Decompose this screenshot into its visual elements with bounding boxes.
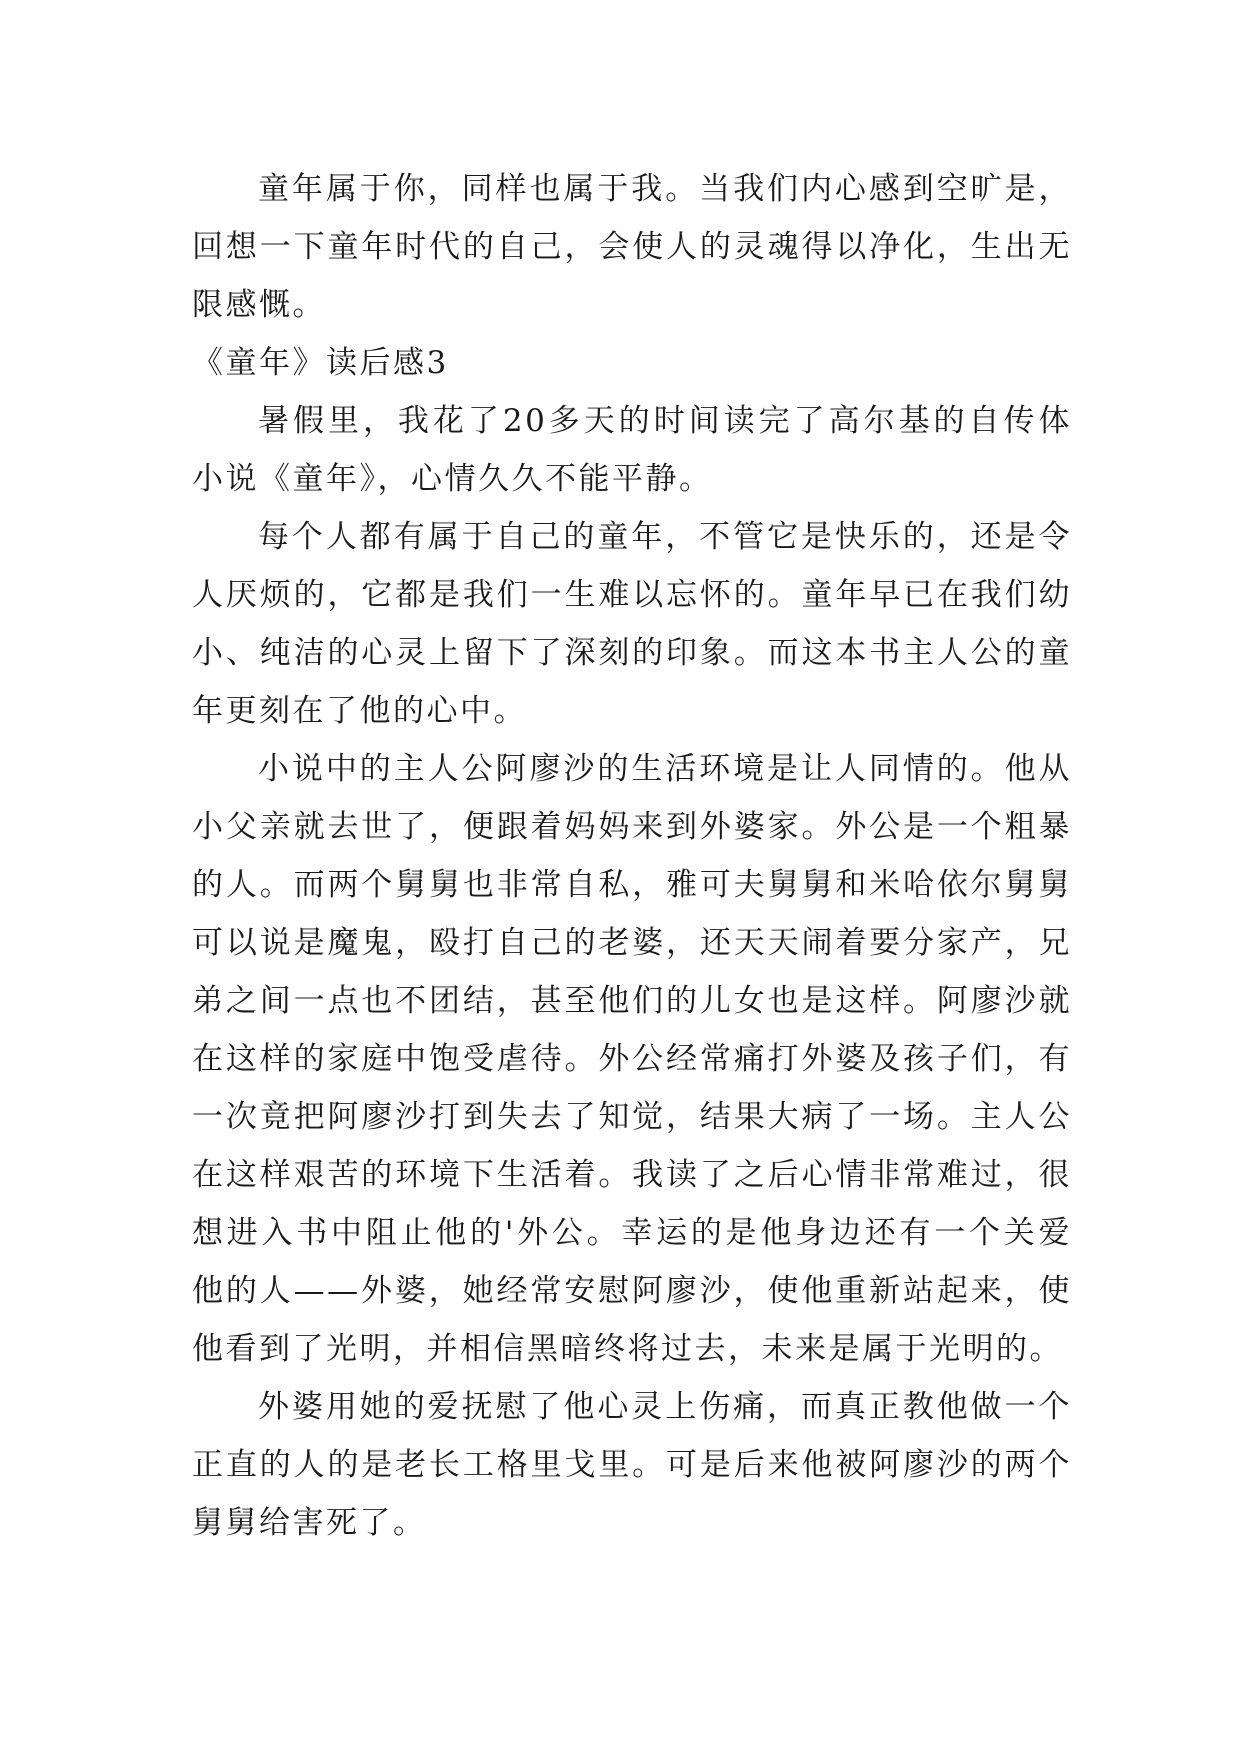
paragraph-grandmother-love: 外婆用她的爱抚慰了他心灵上伤痛，而真正教他做一个正直的人的是老长工格里戈里。可是后来他被阿廖沙的两个舅舅给害死了。 <box>192 1389 1072 1541</box>
section-heading: 《童年》读后感3 <box>192 345 449 381</box>
document-body <box>192 160 1072 1552</box>
paragraph-everyone-childhood: 每个人都有属于自己的童年，不管它是快乐的，还是令人厌烦的，它都是我们一生难以忘怀的。童年早已在我们幼小、纯洁的心灵上留下了深刻的印象。而这本书主人公的童年更刻在了他的心中。 <box>192 519 1072 729</box>
paragraph-summer-reading: 暑假里，我花了20多天的时间读完了高尔基的自传体小说《童年》，心情久久不能平静。 <box>192 403 1072 497</box>
paragraph-protagonist-life: 小说中的主人公阿廖沙的生活环境是让人同情的。他从小父亲就去世了，便跟着妈妈来到外婆家。外公是一个粗暴的人。而两个舅舅也非常自私，雅可夫舅舅和米哈依尔舅舅可以说是魔鬼，殴打自己的老婆，还天天闹着要分家产，兄弟之间一点也不团结，甚至他们的儿女也是这样。阿廖沙就在这样的家庭中饱受虐待。外公经常痛打外婆及孩子们，有一次竟把阿廖沙打到失去了知觉，结果大病了一场。主人公在这样艰苦的环境下生活着。我读了之后心情非常难过，很想进入书中阻止他的'外公。幸运的是他身边还有一个关爱他的人——外婆，她经常安慰阿廖沙，使他重新站起来，使他看到了光明，并相信黑暗终将过去，未来是属于光明的。 <box>192 751 1072 1367</box>
paragraph-childhood-intro: 童年属于你，同样也属于我。当我们内心感到空旷是，回想一下童年时代的自己，会使人的灵魂得以净化，生出无限感慨。 <box>192 171 1072 323</box>
